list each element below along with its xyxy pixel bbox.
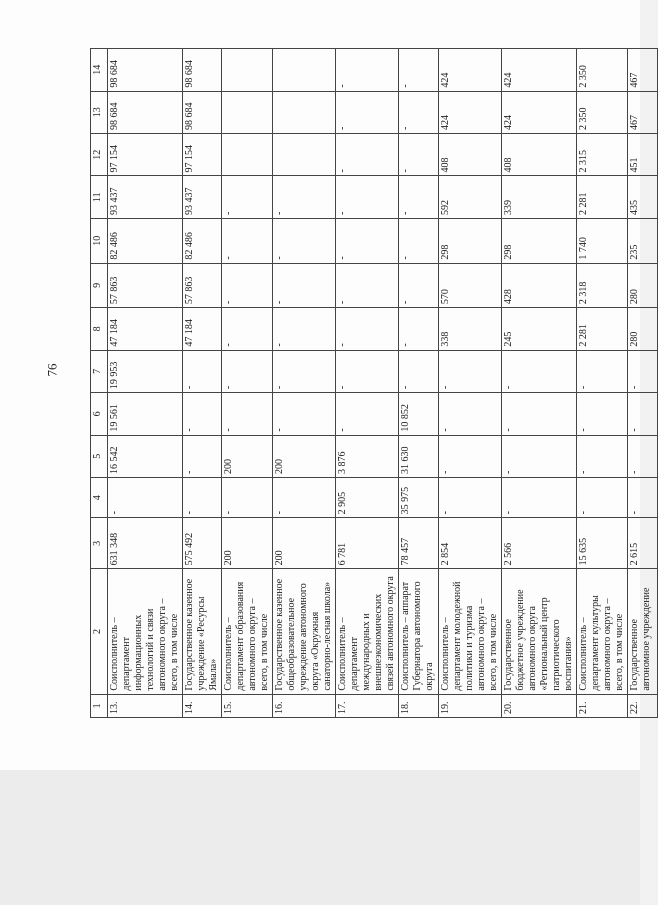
- row-executor-name: Государственное казенное учреждение «Ресурсы Ямала»: [183, 569, 222, 694]
- table-cell: 31 630: [399, 435, 439, 477]
- table-cell: 98 684: [183, 49, 222, 92]
- table-row: [502, 49, 577, 718]
- table-cell: -: [628, 350, 658, 392]
- table-cell: 451: [628, 134, 658, 176]
- table-cell: -: [399, 350, 439, 392]
- table-cell: 435: [628, 176, 658, 218]
- table-cell: -: [183, 435, 222, 477]
- table-cell: 35 975: [399, 478, 439, 518]
- row-number: 15.: [222, 694, 273, 717]
- table-body: [91, 49, 658, 718]
- table-cell: 200: [273, 518, 336, 569]
- column-header: 5: [91, 435, 108, 477]
- table-cell: 408: [439, 134, 502, 176]
- table-row: [628, 49, 658, 718]
- table-cell: 280: [628, 308, 658, 350]
- table-cell: [273, 49, 336, 92]
- table-cell: 97 154: [183, 134, 222, 176]
- table-cell: 1 740: [577, 218, 628, 263]
- table-cell: 298: [439, 218, 502, 263]
- table-cell: 2 350: [577, 91, 628, 133]
- table-cell: -: [183, 478, 222, 518]
- table-cell: [222, 49, 273, 92]
- table-cell: [273, 91, 336, 133]
- table-cell: -: [273, 176, 336, 218]
- table-cell: 82 486: [183, 218, 222, 263]
- table-cell: 245: [502, 308, 577, 350]
- table-cell: 424: [439, 49, 502, 92]
- row-number: 17.: [336, 694, 399, 717]
- table-row: [273, 49, 336, 718]
- table-cell: -: [336, 134, 399, 176]
- table-cell: 19 953: [108, 350, 183, 392]
- table-cell: -: [336, 218, 399, 263]
- table-cell: 200: [222, 518, 273, 569]
- table-cell: -: [222, 478, 273, 518]
- table-cell: -: [628, 393, 658, 435]
- column-header: 9: [91, 263, 108, 308]
- table-cell: 57 863: [183, 263, 222, 308]
- table-cell: 10 852: [399, 393, 439, 435]
- table-cell: -: [577, 478, 628, 518]
- table-row: [108, 49, 183, 718]
- table-cell: -: [336, 263, 399, 308]
- table-row: [336, 49, 399, 718]
- column-header: 12: [91, 134, 108, 176]
- row-number: 16.: [273, 694, 336, 717]
- table-cell: -: [336, 308, 399, 350]
- column-header: 3: [91, 518, 108, 569]
- budget-table-wrapper: [90, 48, 652, 718]
- column-header: 14: [91, 49, 108, 92]
- table-cell: 2 615: [628, 518, 658, 569]
- column-header: 8: [91, 308, 108, 350]
- table-cell: 6 781: [336, 518, 399, 569]
- table-cell: 280: [628, 263, 658, 308]
- table-cell: 19 561: [108, 393, 183, 435]
- column-header: 6: [91, 393, 108, 435]
- table-cell: 98 684: [183, 91, 222, 133]
- row-executor-name: Соисполнитель – аппарат Губернатора автономного округа: [399, 569, 439, 694]
- table-cell: -: [273, 393, 336, 435]
- table-cell: -: [628, 435, 658, 477]
- table-cell: -: [502, 393, 577, 435]
- scan-background: [0, 770, 640, 905]
- row-number: 19.: [439, 694, 502, 717]
- table-cell: -: [336, 91, 399, 133]
- row-number: 20.: [502, 694, 577, 717]
- table-cell: -: [336, 393, 399, 435]
- row-number: 22.: [628, 694, 658, 717]
- table-row: [183, 49, 222, 718]
- table-cell: 2 566: [502, 518, 577, 569]
- table-cell: -: [577, 393, 628, 435]
- column-header: 7: [91, 350, 108, 392]
- column-header: 13: [91, 91, 108, 133]
- table-row: [222, 49, 273, 718]
- table-cell: 78 457: [399, 518, 439, 569]
- table-cell: -: [183, 350, 222, 392]
- table-cell: 2 315: [577, 134, 628, 176]
- row-executor-name: Государственное казенное общеобразовательное учреждение автономного округа «Окружная санаторно-лесная школа»: [273, 569, 336, 694]
- table-cell: 98 684: [108, 91, 183, 133]
- table-cell: 93 437: [108, 176, 183, 218]
- table-cell: -: [399, 218, 439, 263]
- table-cell: 200: [222, 435, 273, 477]
- table-row: [439, 49, 502, 718]
- table-cell: 57 863: [108, 263, 183, 308]
- table-cell: 93 437: [183, 176, 222, 218]
- table-cell: 2 350: [577, 49, 628, 92]
- table-header-row: [91, 49, 108, 718]
- row-executor-name: Государственное бюджетное учреждение автономного округа «Региональный центр патриотического воспитания»: [502, 569, 577, 694]
- table-row: [577, 49, 628, 718]
- table-cell: -: [222, 218, 273, 263]
- table-cell: 47 184: [183, 308, 222, 350]
- table-cell: 3 876: [336, 435, 399, 477]
- table-cell: -: [336, 350, 399, 392]
- table-cell: -: [273, 308, 336, 350]
- table-cell: -: [502, 350, 577, 392]
- table-cell: 82 486: [108, 218, 183, 263]
- table-cell: 16 542: [108, 435, 183, 477]
- row-number: 14.: [183, 694, 222, 717]
- table-cell: 97 154: [108, 134, 183, 176]
- table-cell: -: [399, 49, 439, 92]
- table-cell: 631 348: [108, 518, 183, 569]
- row-executor-name: Соисполнитель – департамент образования автономного округа – всего, в том числе: [222, 569, 273, 694]
- table-cell: -: [222, 308, 273, 350]
- column-header: 2: [91, 569, 108, 694]
- budget-table: [90, 48, 658, 718]
- table-cell: 200: [273, 435, 336, 477]
- table-cell: 2 281: [577, 308, 628, 350]
- table-cell: 47 184: [108, 308, 183, 350]
- table-cell: -: [399, 176, 439, 218]
- table-cell: 298: [502, 218, 577, 263]
- table-cell: -: [577, 435, 628, 477]
- column-header: 1: [91, 694, 108, 717]
- table-cell: 2 854: [439, 518, 502, 569]
- table-cell: 98 684: [108, 49, 183, 92]
- table-cell: 570: [439, 263, 502, 308]
- table-cell: 467: [628, 49, 658, 92]
- table-cell: -: [439, 435, 502, 477]
- table-cell: -: [222, 393, 273, 435]
- table-cell: -: [183, 393, 222, 435]
- table-cell: -: [336, 176, 399, 218]
- row-executor-name: Соисполнитель – департамент молодежной политики и туризма автономного округа – всего, в том числе: [439, 569, 502, 694]
- row-executor-name: Государственное автономное учреждение: [628, 569, 658, 694]
- row-number: 18.: [399, 694, 439, 717]
- table-cell: 467: [628, 91, 658, 133]
- table-cell: 575 492: [183, 518, 222, 569]
- table-cell: -: [628, 478, 658, 518]
- table-cell: -: [222, 263, 273, 308]
- table-cell: -: [336, 49, 399, 92]
- table-cell: 235: [628, 218, 658, 263]
- table-cell: [222, 91, 273, 133]
- column-header: 11: [91, 176, 108, 218]
- table-cell: -: [399, 263, 439, 308]
- table-cell: -: [439, 350, 502, 392]
- row-number: 21.: [577, 694, 628, 717]
- table-cell: -: [273, 350, 336, 392]
- table-cell: -: [399, 308, 439, 350]
- table-cell: -: [439, 478, 502, 518]
- table-cell: 339: [502, 176, 577, 218]
- row-executor-name: Соисполнитель – департамент информационных технологий и связи автономного округа – всего, в том числе: [108, 569, 183, 694]
- column-header: 4: [91, 478, 108, 518]
- table-cell: -: [439, 393, 502, 435]
- table-cell: [273, 134, 336, 176]
- table-row: [399, 49, 439, 718]
- table-cell: 424: [502, 91, 577, 133]
- table-cell: -: [399, 91, 439, 133]
- table-cell: 424: [502, 49, 577, 92]
- table-cell: 408: [502, 134, 577, 176]
- table-cell: -: [502, 435, 577, 477]
- table-cell: -: [273, 218, 336, 263]
- table-cell: 2 318: [577, 263, 628, 308]
- table-cell: 428: [502, 263, 577, 308]
- table-cell: 2 905: [336, 478, 399, 518]
- table-cell: -: [399, 134, 439, 176]
- page-number: 76: [44, 363, 60, 377]
- table-cell: -: [273, 263, 336, 308]
- table-cell: 338: [439, 308, 502, 350]
- table-cell: -: [222, 350, 273, 392]
- table-cell: 424: [439, 91, 502, 133]
- row-executor-name: Соисполнитель – департамент культуры автономного округа – всего, в том числе: [577, 569, 628, 694]
- table-cell: -: [273, 478, 336, 518]
- table-cell: -: [502, 478, 577, 518]
- row-number: 13.: [108, 694, 183, 717]
- table-cell: 15 635: [577, 518, 628, 569]
- table-cell: 592: [439, 176, 502, 218]
- row-executor-name: Соисполнитель – департамент международных и внешнеэкономических связей автономного округа: [336, 569, 399, 694]
- column-header: 10: [91, 218, 108, 263]
- table-cell: [222, 134, 273, 176]
- table-cell: -: [108, 478, 183, 518]
- table-cell: 2 281: [577, 176, 628, 218]
- table-cell: -: [577, 350, 628, 392]
- table-cell: -: [222, 176, 273, 218]
